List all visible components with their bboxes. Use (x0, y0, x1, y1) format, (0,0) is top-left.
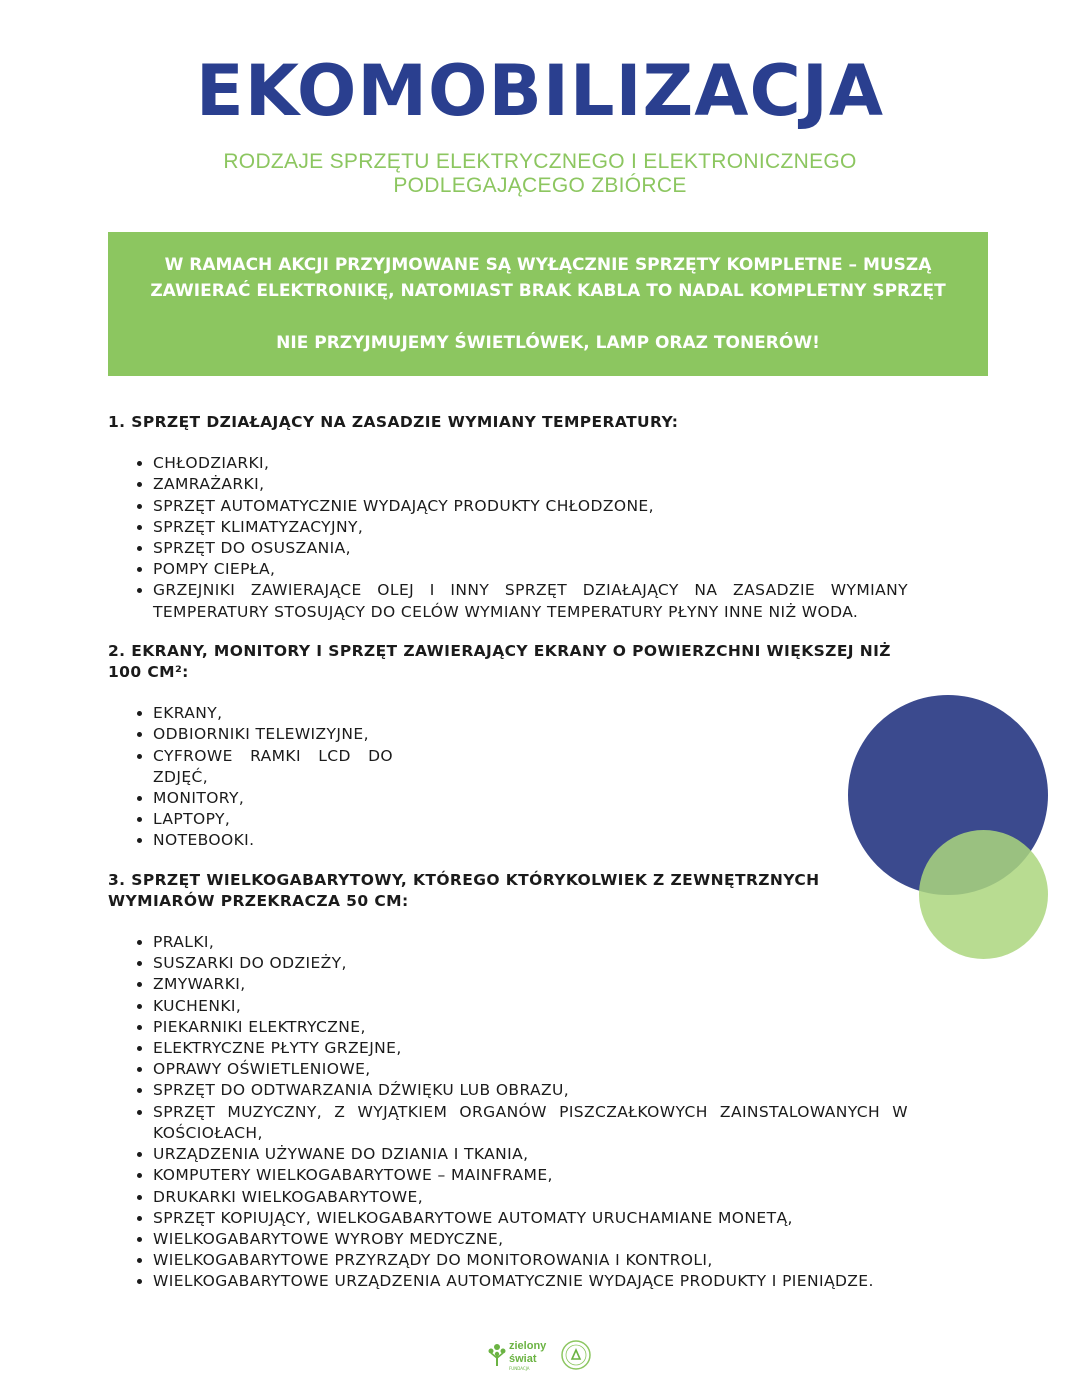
list-item: • GRZEJNIKI ZAWIERAJĄCE OLEJ I INNY SPRZĘT DZIAŁAJĄCY NA ZASADZIE WYMIANY TEMPERATURY STOSUJĄCY DO CELÓW WYMIANY TEMPERATURY PŁYNY INNE NIŻ WODA. (153, 580, 908, 622)
list-item: • URZĄDZENIA UŻYWANE DO DZIANIA I TKANIA, (153, 1144, 908, 1165)
list-item: • ELEKTRYCZNE PŁYTY GRZEJNE, (153, 1038, 908, 1059)
list-item: • SPRZĘT MUZYCZNY, Z WYJĄTKIEM ORGANÓW PISZCZAŁKOWYCH ZAINSTALOWANYCH W KOŚCIOŁACH, (153, 1102, 908, 1144)
footer-logos (487, 1336, 597, 1376)
logo-sub: FUNDACJA (509, 1366, 530, 1371)
section-list (108, 932, 908, 1292)
list-item: • SPRZĘT KOPIUJĄCY, WIELKOGABARYTOWE AUTOMATY URUCHAMIANE MONETĄ, (153, 1208, 908, 1229)
tree-icon (487, 1340, 507, 1370)
notice-line-1: W RAMACH AKCJI PRZYJMOWANE SĄ WYŁĄCZNIE SPRZĘTY KOMPLETNE – MUSZĄ (164, 255, 932, 275)
section-heading: 2. EKRANY, MONITORY I SPRZĘT ZAWIERAJĄCY EKRANY O POWIERZCHNI WIĘKSZEJ NIŻ 100 CM²: (108, 641, 891, 682)
recycle-badge-icon (561, 1340, 591, 1370)
subtitle-line-1: RODZAJE SPRZĘTU ELEKTRYCZNEGO I ELEKTRONICZNEGO (223, 150, 857, 173)
logo-line-1: zielony (509, 1340, 547, 1352)
page-subtitle (150, 150, 930, 198)
list-item: • CYFROWE RAMKI LCD DO ZDJĘĆ, (153, 746, 393, 788)
list-item: • PRALKI, (153, 932, 908, 953)
list-item: • LAPTOPY, (153, 809, 393, 830)
list-item: • WIELKOGABARYTOWE PRZYRZĄDY DO MONITOROWANIA I KONTROLI, (153, 1250, 908, 1271)
list-item: • NOTEBOOKI. (153, 830, 393, 851)
list-item: • SPRZĘT DO ODTWARZANIA DŹWIĘKU LUB OBRAZU, (153, 1080, 908, 1101)
section-list (108, 453, 908, 623)
list-item: • WIELKOGABARYTOWE URZĄDZENIA AUTOMATYCZNIE WYDAJĄCE PRODUKTY I PIENIĄDZE. (153, 1271, 908, 1292)
list-item: • ODBIORNIKI TELEWIZYJNE, (153, 724, 393, 745)
list-item: • MONITORY, (153, 788, 393, 809)
section-list (108, 703, 393, 851)
list-item: • DRUKARKI WIELKOGABARYTOWE, (153, 1187, 908, 1208)
decorative-circles (848, 695, 1048, 960)
subtitle-line-2: PODLEGAJĄCEGO ZBIÓRCE (393, 174, 687, 197)
list-item: • PIEKARNIKI ELEKTRYCZNE, (153, 1017, 908, 1038)
list-item: • WIELKOGABARYTOWE WYROBY MEDYCZNE, (153, 1229, 908, 1250)
section-heading: 3. SPRZĘT WIELKOGABARYTOWY, KTÓREGO KTÓRYKOLWIEK Z ZEWNĘTRZNYCH WYMIARÓW PRZEKRACZA 50 CM: (108, 870, 820, 910)
list-item: • OPRAWY OŚWIETLENIOWE, (153, 1059, 908, 1080)
list-item: • ZAMRAŻARKI, (153, 474, 908, 495)
green-circle (919, 830, 1048, 959)
list-item: • CHŁODZIARKI, (153, 453, 908, 474)
list-item: • SUSZARKI DO ODZIEŻY, (153, 953, 908, 974)
list-item: • KOMPUTERY WIELKOGABARYTOWE – MAINFRAME, (153, 1165, 908, 1186)
list-item: • KUCHENKI, (153, 996, 908, 1017)
list-item: • EKRANY, (153, 703, 393, 724)
list-item: • ZMYWARKI, (153, 974, 908, 995)
notice-line-2: ZAWIERAĆ ELEKTRONIKĘ, NATOMIAST BRAK KABLA TO NADAL KOMPLETNY SPRZĘT (150, 281, 946, 301)
collection-lists (108, 412, 908, 1311)
section-heading: 1. SPRZĘT DZIAŁAJĄCY NA ZASADZIE WYMIANY TEMPERATURY: (108, 413, 679, 431)
notice-warning: NIE PRZYJMUJEMY ŚWIETLÓWEK, LAMP ORAZ TONERÓW! (276, 333, 820, 353)
list-item: • POMPY CIEPŁA, (153, 559, 908, 580)
page-title: EKOMOBILIZACJA (195, 50, 885, 132)
notice-banner (108, 232, 988, 376)
list-item: • SPRZĘT DO OSUSZANIA, (153, 538, 908, 559)
list-item: • SPRZĘT AUTOMATYCZNIE WYDAJĄCY PRODUKTY CHŁODZONE, (153, 496, 908, 517)
list-item: • SPRZĘT KLIMATYZACYJNY, (153, 517, 908, 538)
foundation-logo (509, 1340, 546, 1366)
logo-line-2: świat (509, 1353, 537, 1365)
